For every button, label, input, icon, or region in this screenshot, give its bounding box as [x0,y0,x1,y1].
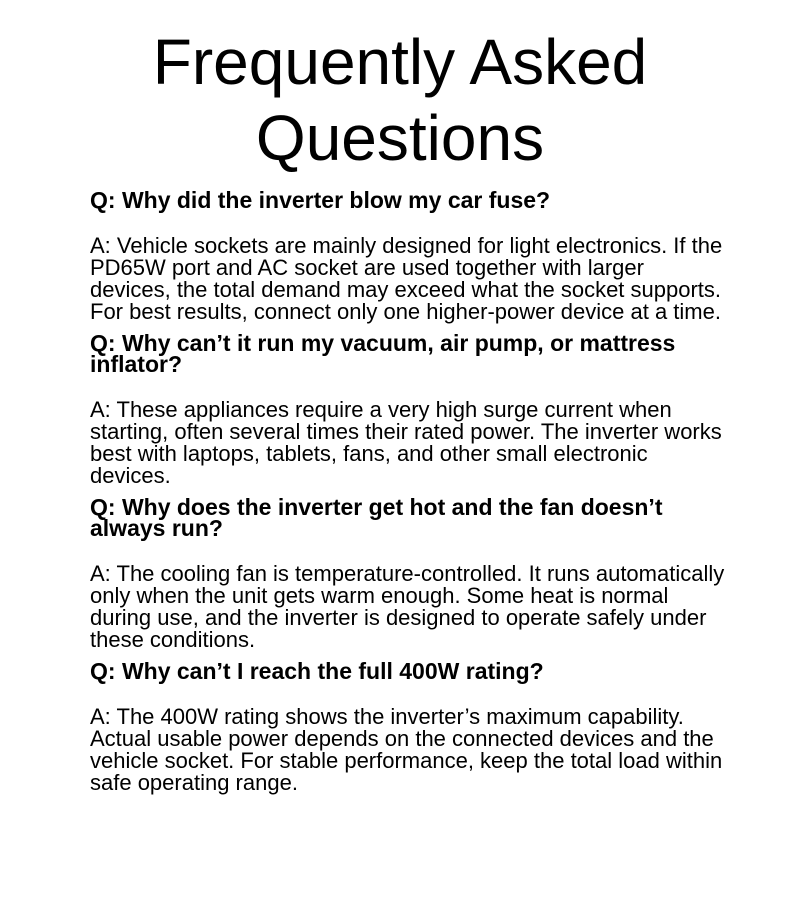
faq-item-rating [90,658,730,795]
faq-answer: A: The 400W rating shows the inverter’s maximum capability. Actual usable power depends on the connected devices and the vehicle socket. For stable performance, keep the total load within safe operating range. [90,704,723,795]
faq-item-surge [90,330,730,488]
faq-item-heat [90,494,730,652]
title-line-1: Frequently Asked [152,26,648,98]
page-title [0,0,800,176]
faq-item-fuse [90,187,730,324]
faq-question: Q: Why does the inverter get hot and the fan doesn’t always run? [90,494,663,541]
faq-question: Q: Why can’t it run my vacuum, air pump, or mattress inflator? [90,330,676,377]
faq-answer: A: These appliances require a very high surge current when starting, often several times their rated power. The inverter works best with laptops, tablets, fans, and other small electronic devices. [90,397,722,488]
faq-list [90,187,730,804]
faq-question: Q: Why can’t I reach the full 400W rating? [90,658,544,684]
faq-question: Q: Why did the inverter blow my car fuse? [90,187,551,213]
title-line-2: Questions [255,102,545,174]
faq-answer: A: The cooling fan is temperature-controlled. It runs automatically only when the unit gets warm enough. Some heat is normal during use, and the inverter is designed to operate safely under these conditions. [90,561,725,652]
faq-answer: A: Vehicle sockets are mainly designed for light electronics. If the PD65W port and AC socket are used together with larger devices, the total demand may exceed what the socket supports. For best results, connect only one higher-power device at a time. [90,233,723,324]
